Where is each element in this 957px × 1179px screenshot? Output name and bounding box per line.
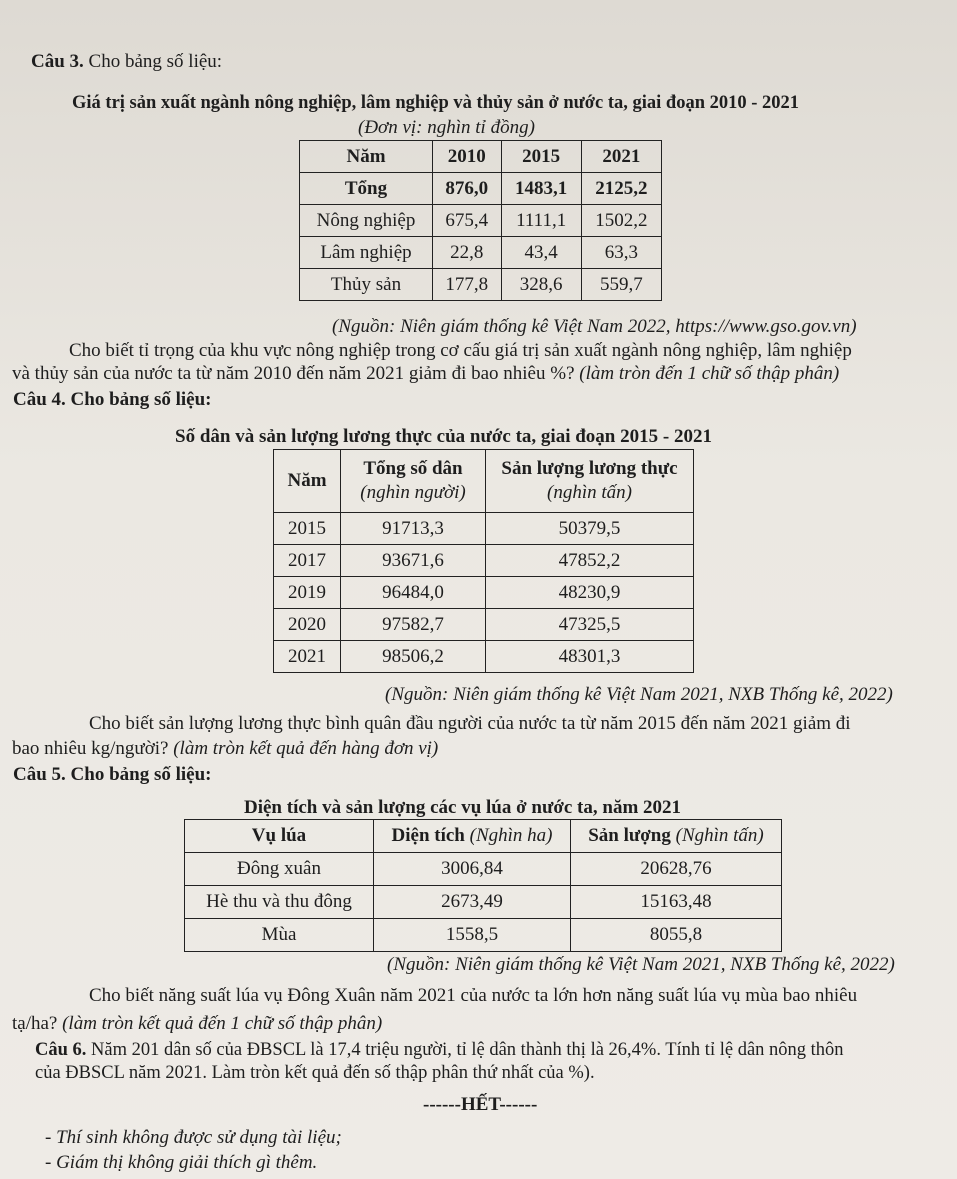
q6-text: Năm 201 dân số của ĐBSCL là 17,4 triệu người, tỉ lệ dân thành thị là 26,4%. Tính tỉ lệ dân nông thôn [86,1040,844,1060]
q5-question-note: (làm tròn kết quả đến 1 chữ số thập phân) [62,1013,383,1034]
table-row [300,269,662,301]
q3-unit: (Đơn vị: nghìn tỉ đồng) [358,117,535,138]
table-row [185,853,782,886]
q5-col-header-unit: (Nghìn ha) [469,825,553,846]
q5-cell: 8055,8 [571,919,782,952]
q3-cell: Nông nghiệp [300,205,433,237]
q4-source: (Nguồn: Niên giám thống kê Việt Nam 2021, NXB Thống kê, 2022) [385,684,893,705]
q4-cell: 47325,5 [486,609,694,641]
q5-table-title: Diện tích và sản lượng các vụ lúa ở nước ta, năm 2021 [244,797,682,818]
q5-table [184,819,782,952]
q6-label: Câu 6. [35,1040,87,1060]
table-row [300,237,662,269]
q5-cell: Đông xuân [185,853,374,886]
q3-heading-text: Cho bảng số liệu: [83,51,223,72]
q3-cell: Thủy sản [300,269,433,301]
q3-table-title: Giá trị sản xuất ngành nông nghiệp, lâm nghiệp và thủy sản ở nước ta, giai đoạn 2010 - 2021 [72,93,800,113]
q3-cell: 22,8 [433,237,502,269]
q3-question-text: và thủy sản của nước ta từ năm 2010 đến năm 2021 giảm đi bao nhiêu %? [12,363,575,384]
q4-cell: 96484,0 [341,577,486,609]
q3-col-header: 2015 [501,141,581,173]
table-row [274,577,694,609]
q3-cell: 2125,2 [581,173,661,205]
q3-cell: 1483,1 [501,173,581,205]
q3-col-header: 2010 [433,141,502,173]
q3-col-header: Năm [300,141,433,173]
q4-question-line2 [12,737,438,761]
q4-question-text: bao nhiêu kg/người? [12,738,169,759]
q4-col-header [341,450,486,513]
q3-cell: 328,6 [501,269,581,301]
q4-cell: 2021 [274,641,341,673]
q4-col-header [274,450,341,513]
q3-cell: Tổng [300,173,433,205]
end-marker: ------HẾT------ [423,1094,538,1115]
q4-col-header [486,450,694,513]
q3-source: (Nguồn: Niên giám thống kê Việt Nam 2022, https://www.gso.gov.vn) [332,316,857,337]
q5-cell: Hè thu và thu đông [185,886,374,919]
q5-cell: 2673,49 [374,886,571,919]
q4-table-header-row [274,450,694,513]
q3-cell: 63,3 [581,237,661,269]
q5-cell: 3006,84 [374,853,571,886]
table-row [274,641,694,673]
table-row [185,919,782,952]
q3-cell: 675,4 [433,205,502,237]
q5-cell: 1558,5 [374,919,571,952]
q3-col-header: 2021 [581,141,661,173]
q3-question-line2 [12,362,839,386]
q5-question-text: tạ/ha? [12,1013,58,1034]
q4-question-note: (làm tròn kết quả đến hàng đơn vị) [173,738,439,759]
q5-cell: 20628,76 [571,853,782,886]
footer-note-1: - Thí sinh không được sử dụng tài liệu; [45,1127,342,1148]
table-row [300,205,662,237]
q6-line1 [35,1038,844,1062]
q5-cell: Mùa [185,919,374,952]
table-row [274,545,694,577]
q3-heading [31,50,222,74]
table-row [185,886,782,919]
table-row [274,513,694,545]
q4-cell: 2019 [274,577,341,609]
q4-col-header-main: Sản lượng lương thực [501,458,678,479]
q4-cell: 2017 [274,545,341,577]
q3-cell: 1111,1 [501,205,581,237]
q4-table-title: Số dân và sản lượng lương thực của nước ta, giai đoạn 2015 - 2021 [175,426,712,447]
q3-cell: 876,0 [433,173,502,205]
q4-col-header-unit: (nghìn người) [360,482,466,503]
q5-cell: 15163,48 [571,886,782,919]
q3-cell: 1502,2 [581,205,661,237]
q5-col-header [185,820,374,853]
q3-question-note: (làm tròn đến 1 chữ số thập phân) [579,363,840,384]
q4-cell: 2020 [274,609,341,641]
q5-col-header [374,820,571,853]
q4-cell: 48301,3 [486,641,694,673]
q4-col-header-unit: (nghìn tấn) [547,482,632,503]
q4-cell: 93671,6 [341,545,486,577]
q5-question-line2 [12,1012,382,1036]
q4-cell: 97582,7 [341,609,486,641]
q5-source: (Nguồn: Niên giám thống kê Việt Nam 2021, NXB Thống kê, 2022) [387,954,895,975]
q4-heading: Câu 4. Cho bảng số liệu: [13,389,212,410]
q4-cell: 50379,5 [486,513,694,545]
q3-table-header-row [300,141,662,173]
q5-col-header-main: Vụ lúa [251,825,307,846]
q4-cell: 48230,9 [486,577,694,609]
q3-question-line1: Cho biết tỉ trọng của khu vực nông nghiệp trong cơ cấu giá trị sản xuất ngành nông nghiệp, lâm nghiệp [69,340,852,361]
q3-cell: Lâm nghiệp [300,237,433,269]
table-row [300,173,662,205]
q4-cell: 91713,3 [341,513,486,545]
q5-question-line1: Cho biết năng suất lúa vụ Đông Xuân năm 2021 của nước ta lớn hơn năng suất lúa vụ mùa bao nhiêu [89,985,858,1006]
q5-col-header-unit: (Nghìn tấn) [675,825,764,846]
q5-col-header-main: Diện tích [391,825,465,846]
q4-col-header-main: Tổng số dân [363,458,463,479]
q3-cell: 43,4 [501,237,581,269]
q5-col-header [571,820,782,853]
q5-col-header-main: Sản lượng [588,825,671,846]
q4-cell: 2015 [274,513,341,545]
q3-cell: 559,7 [581,269,661,301]
q4-col-header-main: Năm [287,470,327,491]
footer-note-2: - Giám thị không giải thích gì thêm. [45,1152,318,1173]
q4-table [273,449,694,673]
q3-cell: 177,8 [433,269,502,301]
q4-question-line1: Cho biết sản lượng lương thực bình quân đầu người của nước ta từ năm 2015 đến năm 2021 giảm đi [89,713,851,734]
q4-cell: 47852,2 [486,545,694,577]
q3-table [299,140,662,301]
q5-table-header-row [185,820,782,853]
q5-heading: Câu 5. Cho bảng số liệu: [13,764,212,785]
q4-cell: 98506,2 [341,641,486,673]
table-row [274,609,694,641]
q6-line2: của ĐBSCL năm 2021. Làm tròn kết quả đến số thập phân thứ nhất của %). [35,1063,595,1083]
q3-heading-label: Câu 3. [31,51,84,72]
